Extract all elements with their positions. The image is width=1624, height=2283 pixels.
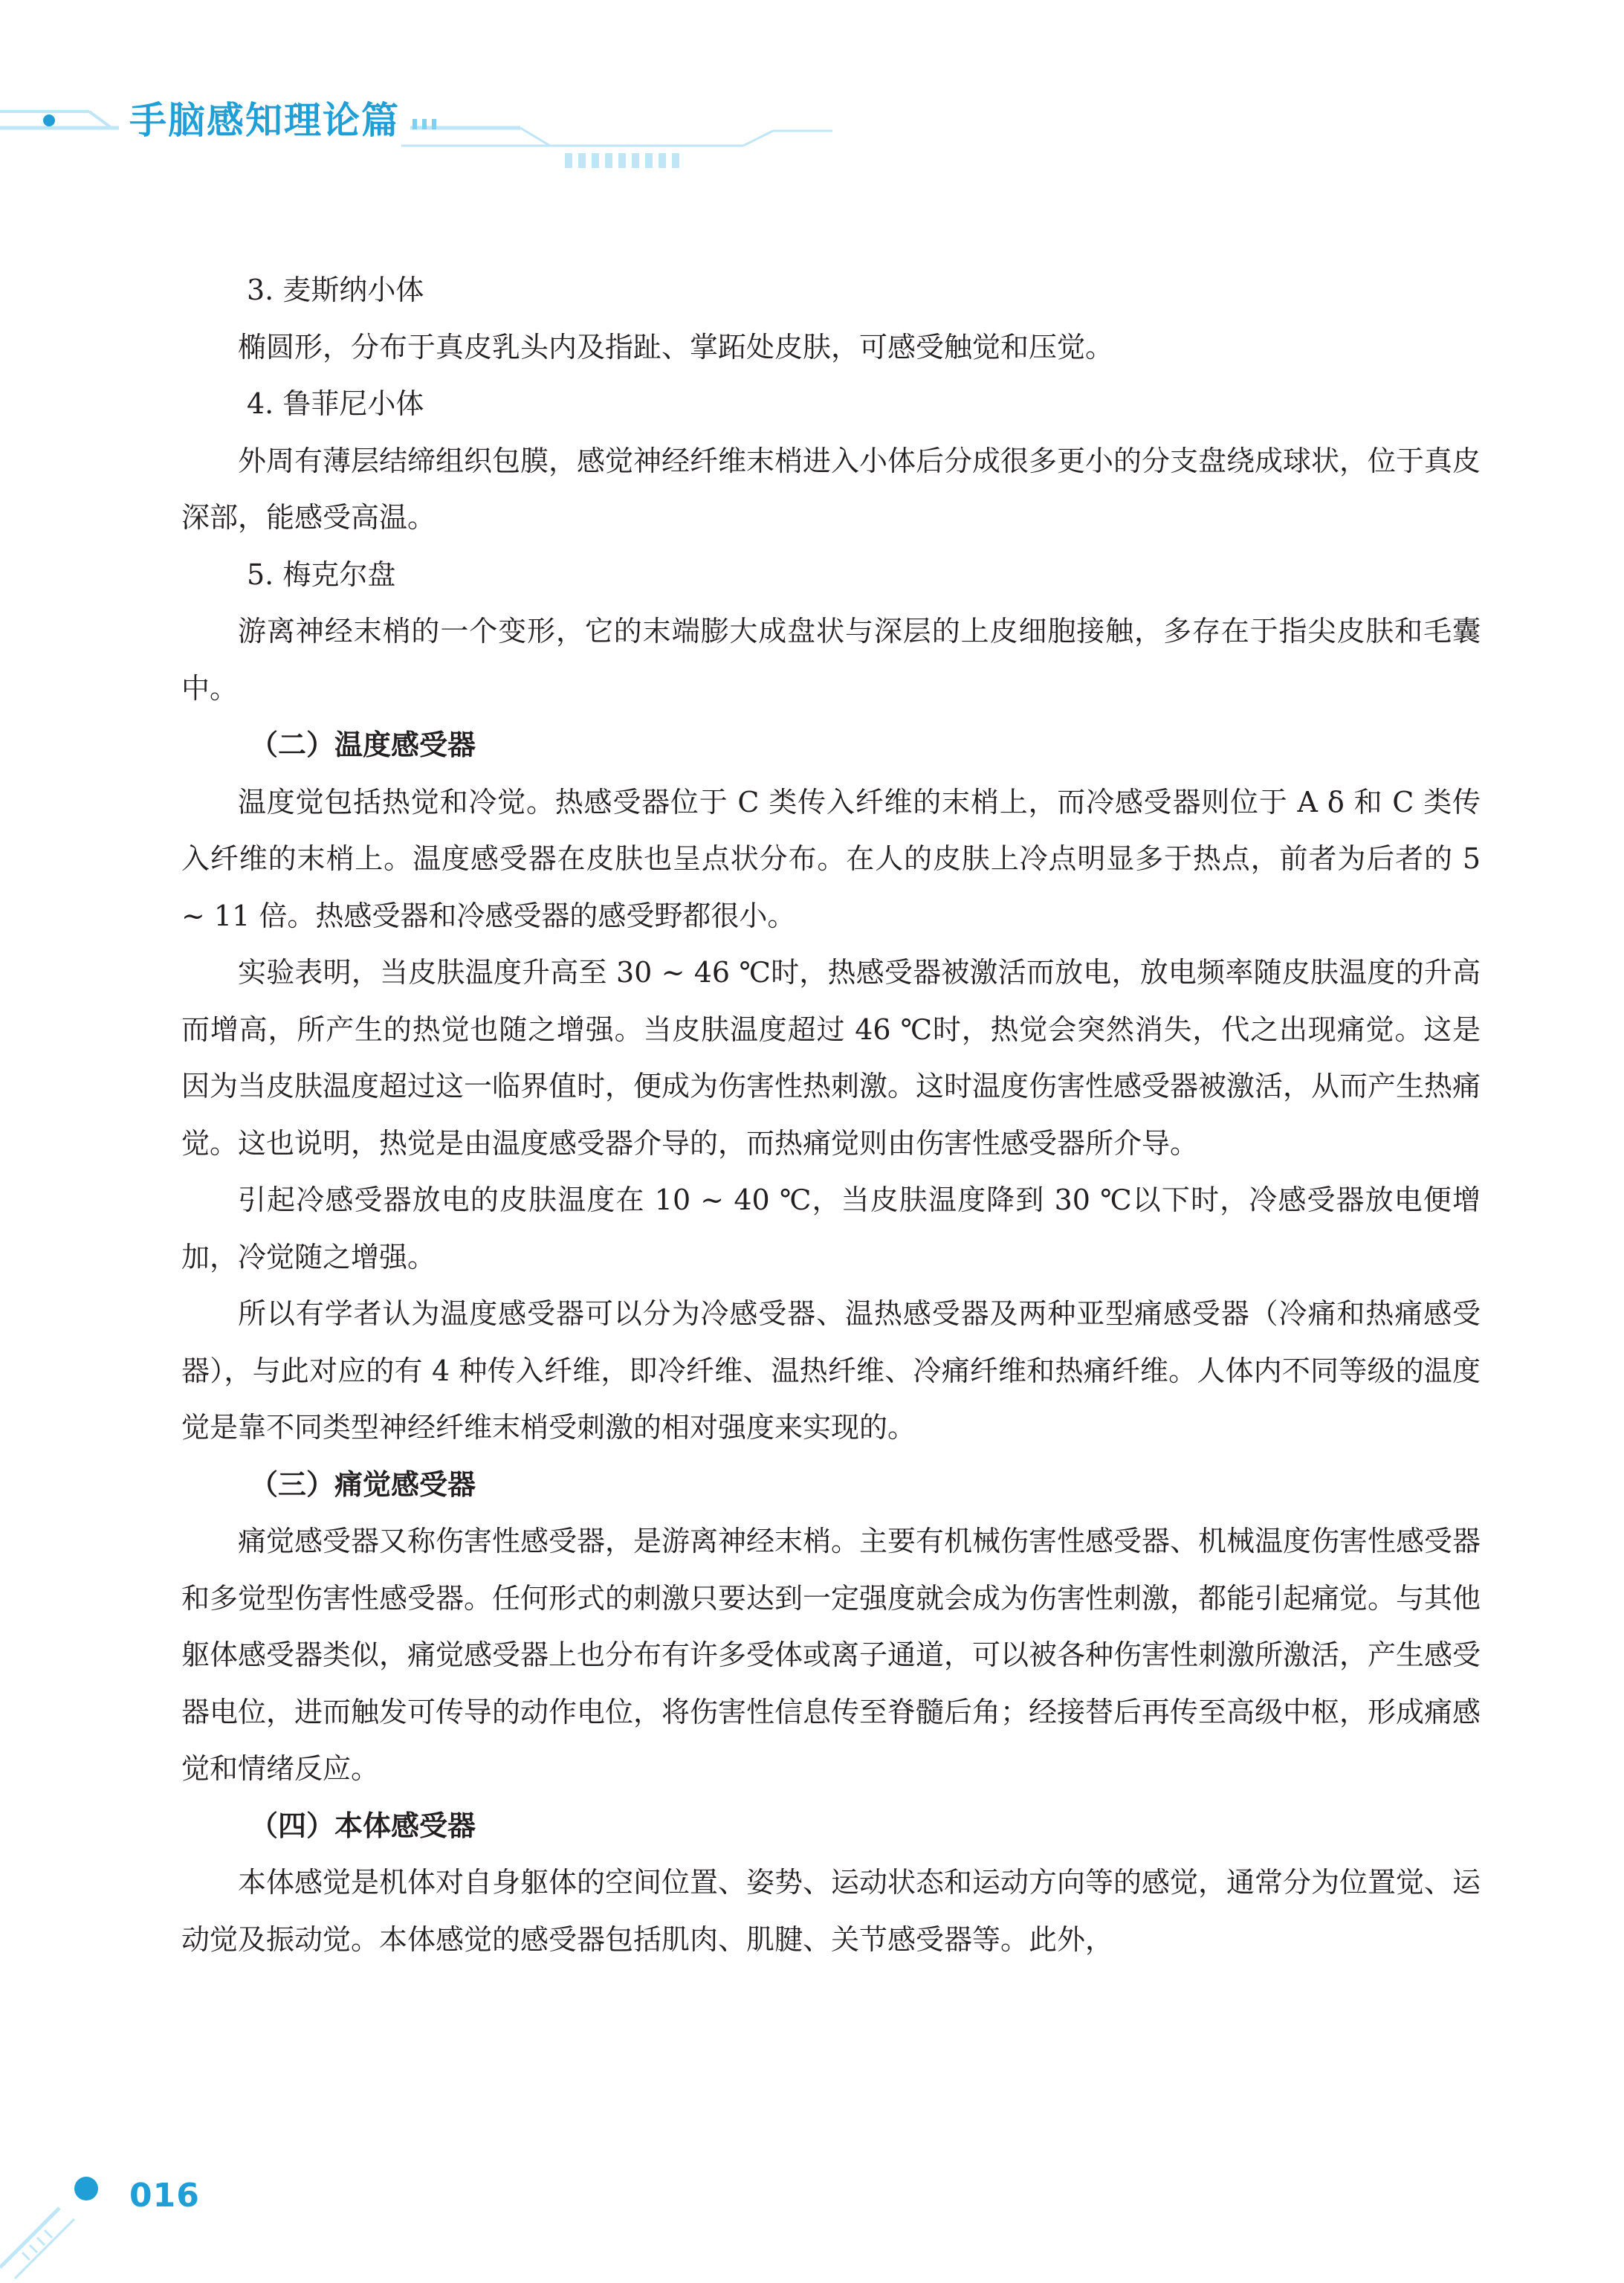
paragraph: 所以有学者认为温度感受器可以分为冷感受器、温热感受器及两种亚型痛感受器（冷痛和热痛感受器），与此对应的有 4 种传入纤维，即冷纤维、温热纤维、冷痛纤维和热痛纤维。人体内不同等级的温度觉是靠不同类型神经纤维末梢受刺激的相对强度来实现的。: [181, 1297, 1481, 1444]
paragraph: 痛觉感受器又称伤害性感受器，是游离神经末梢。主要有机械伤害性感受器、机械温度伤害性感受器和多觉型伤害性感受器。任何形式的刺激只要达到一定强度就会成为伤害性刺激，都能引起痛觉。与其他躯体感受器类似，痛觉感受器上也分布有许多受体或离子通道，可以被各种伤害性刺激所激活，产生感受器电位，进而触发可传导的动作电位，将伤害性信息传至脊髓后角；经接替后再传至高级中枢，形成痛感觉和情绪反应。: [181, 1525, 1481, 1785]
item-heading: 5. 梅克尔盘: [247, 558, 396, 591]
paragraph: 游离神经末梢的一个变形，它的末端膨大成盘状与深层的上皮细胞接触，多存在于指尖皮肤和毛囊中。: [181, 615, 1481, 705]
section-heading: （二）温度感受器: [250, 728, 476, 761]
paragraph: 引起冷感受器放电的皮肤温度在 10 ~ 40 ℃，当皮肤温度降到 30 ℃以下时，冷感受器放电便增加，冷觉随之增强。: [181, 1184, 1481, 1273]
page-body: [181, 262, 1481, 1968]
paragraph: 外周有薄层结缔组织包膜，感觉神经纤维末梢进入小体后分成很多更小的分支盘绕成球状，位于真皮深部，能感受高温。: [181, 444, 1481, 534]
section-heading: （四）本体感受器: [250, 1808, 476, 1842]
page-number: 016: [129, 2177, 200, 2215]
section-heading: （三）痛觉感受器: [250, 1467, 476, 1501]
paragraph: 温度觉包括热觉和冷觉。热感受器位于 C 类传入纤维的末梢上，而冷感受器则位于 A δ 和 C 类传入纤维的末梢上。温度感受器在皮肤也呈点状分布。在人的皮肤上冷点明显多于热点，前者为后者的 5 ~ 11 倍。热感受器和冷感受器的感受野都很小。: [181, 785, 1481, 932]
item-heading: 3. 麦斯纳小体: [247, 274, 424, 306]
item-heading: 4. 鲁菲尼小体: [247, 387, 424, 420]
paragraph: 本体感觉是机体对自身躯体的空间位置、姿势、运动状态和运动方向等的感觉，通常分为位置觉、运动觉及振动觉。本体感觉的感受器包括肌肉、肌腱、关节感受器等。此外，: [181, 1866, 1481, 1956]
running-header-title: 手脑感知理论篇: [119, 91, 410, 144]
paragraph: 椭圆形，分布于真皮乳头内及指趾、掌跖处皮肤，可感受触觉和压觉。: [238, 330, 1114, 364]
paragraph: 实验表明，当皮肤温度升高至 30 ~ 46 ℃时，热感受器被激活而放电，放电频率随皮肤温度的升高而增高，所产生的热觉也随之增强。当皮肤温度超过 46 ℃时，热觉会突然消失，代之出现痛觉。这是因为当皮肤温度超过这一临界值时，便成为伤害性热刺激。这时温度伤害性感受器被激活，从而产生热痛觉。这也说明，热觉是由温度感受器介导的，而热痛觉则由伤害性感受器所介导。: [181, 956, 1481, 1160]
